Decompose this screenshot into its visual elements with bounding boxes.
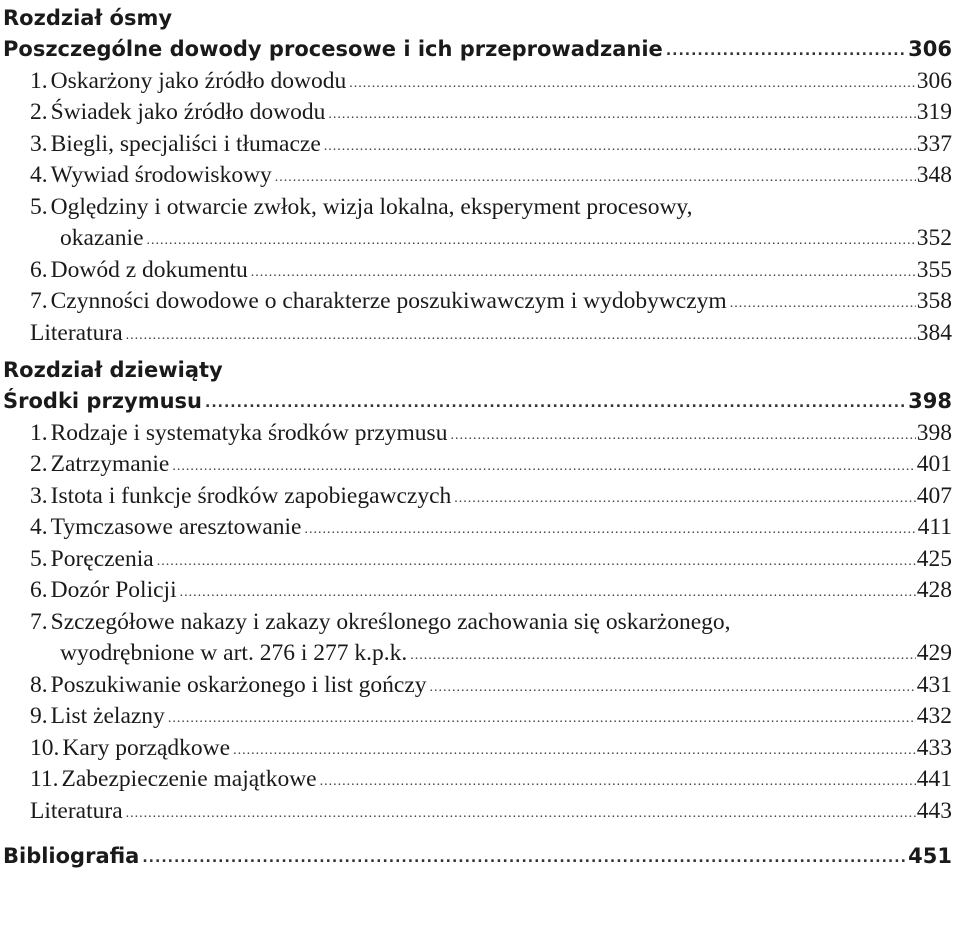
page-number: 319 xyxy=(916,99,952,125)
dot-leader xyxy=(142,843,907,875)
literature-entry[interactable] xyxy=(3,318,952,350)
entry-number: 8. xyxy=(30,671,48,698)
entry-number: 7. xyxy=(30,608,48,635)
dot-leader xyxy=(454,483,915,515)
page-number: 441 xyxy=(916,766,952,792)
chapter-title-entry[interactable] xyxy=(3,34,952,66)
page-number: 352 xyxy=(916,225,952,251)
page-number: 398 xyxy=(916,419,952,446)
page-number: 431 xyxy=(916,671,952,698)
page-number: 401 xyxy=(916,451,952,477)
dot-leader xyxy=(450,420,915,452)
entry-text: Świadek jako źródło dowodu xyxy=(50,99,326,125)
entry-text: Dozór Policji xyxy=(50,577,177,603)
entry-text: Zatrzymanie xyxy=(50,451,170,477)
dot-leader xyxy=(304,514,916,546)
toc-entry[interactable] xyxy=(3,129,952,161)
dot-leader xyxy=(320,766,916,798)
page-number: 451 xyxy=(908,844,952,868)
dot-leader xyxy=(730,288,916,320)
toc-entry[interactable] xyxy=(3,544,952,576)
entry-text: Poręczenia xyxy=(50,545,154,572)
toc-entry[interactable] xyxy=(3,764,952,796)
dot-leader xyxy=(205,388,907,420)
bibliography-title: Bibliografia xyxy=(3,844,140,868)
entry-text: Wywiad środowiskowy xyxy=(50,162,272,188)
entry-first-line xyxy=(3,192,952,224)
dot-leader xyxy=(126,320,916,352)
page-number: 425 xyxy=(916,545,952,572)
page-number: 398 xyxy=(908,389,952,413)
entry-number: 4. xyxy=(30,162,48,188)
entry-number: 9. xyxy=(30,703,48,729)
dot-leader xyxy=(666,36,907,68)
dot-leader xyxy=(328,99,915,131)
dot-leader xyxy=(430,672,916,704)
toc-entry[interactable] xyxy=(3,670,952,702)
chapter-label: Rozdział dziewiąty xyxy=(3,358,223,382)
dot-leader xyxy=(251,257,916,289)
toc-entry[interactable] xyxy=(3,512,952,544)
toc-entry[interactable] xyxy=(3,575,952,607)
entry-text: Poszukiwanie oskarżonego i list gończy xyxy=(50,671,427,698)
page-number: 432 xyxy=(916,703,952,729)
chapter-title: Poszczególne dowody procesowe i ich przeprowadzanie xyxy=(3,37,663,61)
dot-leader xyxy=(168,703,916,735)
chapter-title-entry[interactable] xyxy=(3,386,952,418)
chapter-title: Środki przymusu xyxy=(3,389,202,413)
entry-text: List żelazny xyxy=(50,703,165,729)
toc-entry[interactable] xyxy=(3,66,952,98)
dot-leader xyxy=(275,162,916,194)
page-number: 411 xyxy=(917,514,952,540)
entry-text: Oględziny i otwarcie zwłok, wizja lokalna, eksperyment procesowy, xyxy=(50,193,693,220)
toc-entry[interactable] xyxy=(3,733,952,765)
entry-text: Biegli, specjaliści i tłumacze xyxy=(50,130,321,157)
entry-number: 6. xyxy=(30,577,48,603)
bibliography-entry[interactable] xyxy=(3,841,952,873)
chapter-9 xyxy=(3,355,952,827)
literature-text: Literatura xyxy=(30,319,123,346)
entry-text-continued: wyodrębnione w art. 276 i 277 k.p.k. xyxy=(60,640,408,666)
entry-number: 3. xyxy=(30,482,48,509)
toc-entry[interactable] xyxy=(3,160,952,192)
entry-number: 6. xyxy=(30,256,48,283)
entry-text: Istota i funkcje środków zapobiegawczych xyxy=(50,482,452,509)
page-number: 407 xyxy=(916,482,952,509)
entry-continuation xyxy=(3,223,952,255)
dot-leader xyxy=(180,577,916,609)
page-number: 355 xyxy=(916,256,952,283)
toc-entry-wrapped[interactable] xyxy=(3,607,952,670)
entry-number: 5. xyxy=(30,193,48,220)
entry-continuation xyxy=(3,638,952,670)
entry-number: 2. xyxy=(30,99,48,125)
page-number: 443 xyxy=(916,797,952,824)
toc-entry-wrapped[interactable] xyxy=(3,192,952,255)
entry-number: 2. xyxy=(30,451,48,477)
page-number: 429 xyxy=(916,640,952,666)
chapter-8 xyxy=(3,3,952,349)
dot-leader xyxy=(157,546,916,578)
page-number: 428 xyxy=(916,577,952,603)
dot-leader xyxy=(147,225,916,257)
toc-entry[interactable] xyxy=(3,286,952,318)
entry-text: Szczegółowe nakazy i zakazy określonego zachowania się oskarżonego, xyxy=(50,608,731,635)
entry-text: Czynności dowodowe o charakterze poszukiwawczym i wydobywczym xyxy=(50,288,727,314)
entry-text: Rodzaje i systematyka środków przymusu xyxy=(50,419,448,446)
entry-text: Zabezpieczenie majątkowe xyxy=(61,766,317,792)
entry-number: 10. xyxy=(30,734,60,761)
section-spacer xyxy=(3,827,952,841)
toc-entry[interactable] xyxy=(3,255,952,287)
toc-entry[interactable] xyxy=(3,481,952,513)
dot-leader xyxy=(233,735,916,767)
dot-leader xyxy=(126,798,916,830)
entry-text: Oskarżony jako źródło dowodu xyxy=(50,67,347,94)
page-number: 384 xyxy=(916,319,952,346)
dot-leader xyxy=(324,131,916,163)
entry-number: 11. xyxy=(30,766,59,792)
toc-entry[interactable] xyxy=(3,418,952,450)
entry-text-continued: okazanie xyxy=(60,225,144,251)
entry-number: 7. xyxy=(30,288,48,314)
entry-number: 4. xyxy=(30,514,48,540)
dot-leader xyxy=(410,640,916,672)
toc-entry[interactable] xyxy=(3,701,952,733)
page-number: 358 xyxy=(916,288,952,314)
entry-first-line xyxy=(3,607,952,639)
entry-number: 1. xyxy=(30,67,48,94)
literature-entry[interactable] xyxy=(3,796,952,828)
dot-leader xyxy=(172,451,915,483)
entry-number: 5. xyxy=(30,545,48,572)
page-number: 433 xyxy=(916,734,952,761)
entry-text: Dowód z dokumentu xyxy=(50,256,248,283)
toc-entry[interactable] xyxy=(3,449,952,481)
entry-text: Tymczasowe aresztowanie xyxy=(50,514,302,540)
literature-text: Literatura xyxy=(30,797,123,824)
chapter-label: Rozdział ósmy xyxy=(3,6,173,30)
page-number: 348 xyxy=(916,162,952,188)
page-number: 306 xyxy=(916,67,952,94)
toc-entry[interactable] xyxy=(3,97,952,129)
dot-leader xyxy=(349,68,915,100)
entry-text: Kary porządkowe xyxy=(62,734,231,761)
entry-number: 1. xyxy=(30,419,48,446)
entry-number: 3. xyxy=(30,130,48,157)
page-number: 337 xyxy=(916,130,952,157)
page-number: 306 xyxy=(908,37,952,61)
